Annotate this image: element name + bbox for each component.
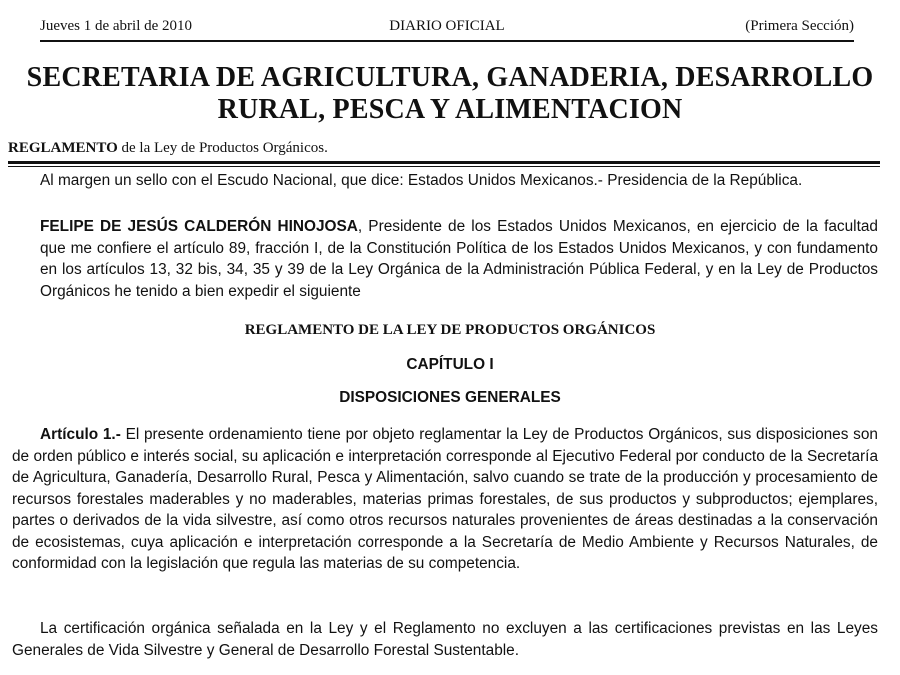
disposiciones-heading: DISPOSICIONES GENERALES: [339, 389, 561, 406]
header-section: (Primera Sección): [745, 18, 854, 34]
secretaria-title-line1: SECRETARIA DE AGRICULTURA, GANADERIA, DESARROLLO: [26, 62, 874, 93]
section-rule-thick: [8, 161, 880, 164]
presidente-name: FELIPE DE JESÚS CALDERÓN HINOJOSA: [40, 218, 358, 235]
secretaria-title-line2: RURAL, PESCA Y ALIMENTACION: [217, 94, 683, 125]
reglamento-heading-rest: de la Ley de Productos Orgánicos.: [117, 140, 328, 156]
paragraph-certificacion: La certificación orgánica señalada en la Ley y el Reglamento no excluyen a las certificaciones previstas en las Leyes Generales de Vida Silvestre y General de Desarrollo Forestal Sustentable.: [12, 620, 878, 659]
articulo-1-label: Artículo 1.-: [40, 426, 121, 443]
articulo-1-text: El presente ordenamiento tiene por objeto reglamentar la Ley de Productos Orgánicos, sus disposiciones son de orden público e interés social, su aplicación e interpretación corresponde al Ejecutivo Federal por conducto de la Secretaría de Agricultura, Ganadería, Desarrollo Rural, Pesca y Alimentación, salvo cuando se trate de la producción y procesamiento de recursos forestales maderables y no maderables, materias primas forestales, de sus productos y subproductos; ejemplares, partes o derivados de la vida silvestre, así como otros recursos naturales provenientes de áreas destinadas a la conservación de ecosistemas, cuya aplicación e interpretación corresponde a la Secretaría de Medio Ambiente y Recursos Naturales, de conformidad con la legislación que regula las materias de su competencia.: [12, 426, 878, 572]
paragraph-presidente: [40, 216, 878, 302]
header-date: Jueves 1 de abril de 2010: [40, 18, 193, 34]
page-header: [40, 18, 854, 40]
reglamento-heading: [8, 140, 328, 157]
presidente-text: , Presidente de los Estados Unidos Mexicanos, en ejercicio de la facultad que me confiere el artículo 89, fracción I, de la Constitución Política de los Estados Unidos Mexicanos, y con fundamento en los artículos 13, 32 bis, 34, 35 y 39 de la Ley Orgánica de la Administración Pública Federal, y en la Ley de Productos Orgánicos he tenido a bien expedir el siguiente: [40, 218, 878, 300]
paragraph-articulo-1: [12, 424, 878, 575]
reglamento-heading-bold: REGLAMENTO: [8, 140, 118, 156]
section-rule-thin: [8, 166, 880, 167]
capitulo-heading: CAPÍTULO I: [406, 356, 494, 373]
secretaria-title: [0, 62, 900, 126]
reglamento-title: REGLAMENTO DE LA LEY DE PRODUCTOS ORGÁNICOS: [244, 322, 656, 338]
header-rule: [40, 40, 854, 42]
header-publication: DIARIO OFICIAL: [389, 18, 505, 34]
paragraph-margen: Al margen un sello con el Escudo Nacional, que dice: Estados Unidos Mexicanos.- Presidencia de la República.: [40, 172, 803, 189]
